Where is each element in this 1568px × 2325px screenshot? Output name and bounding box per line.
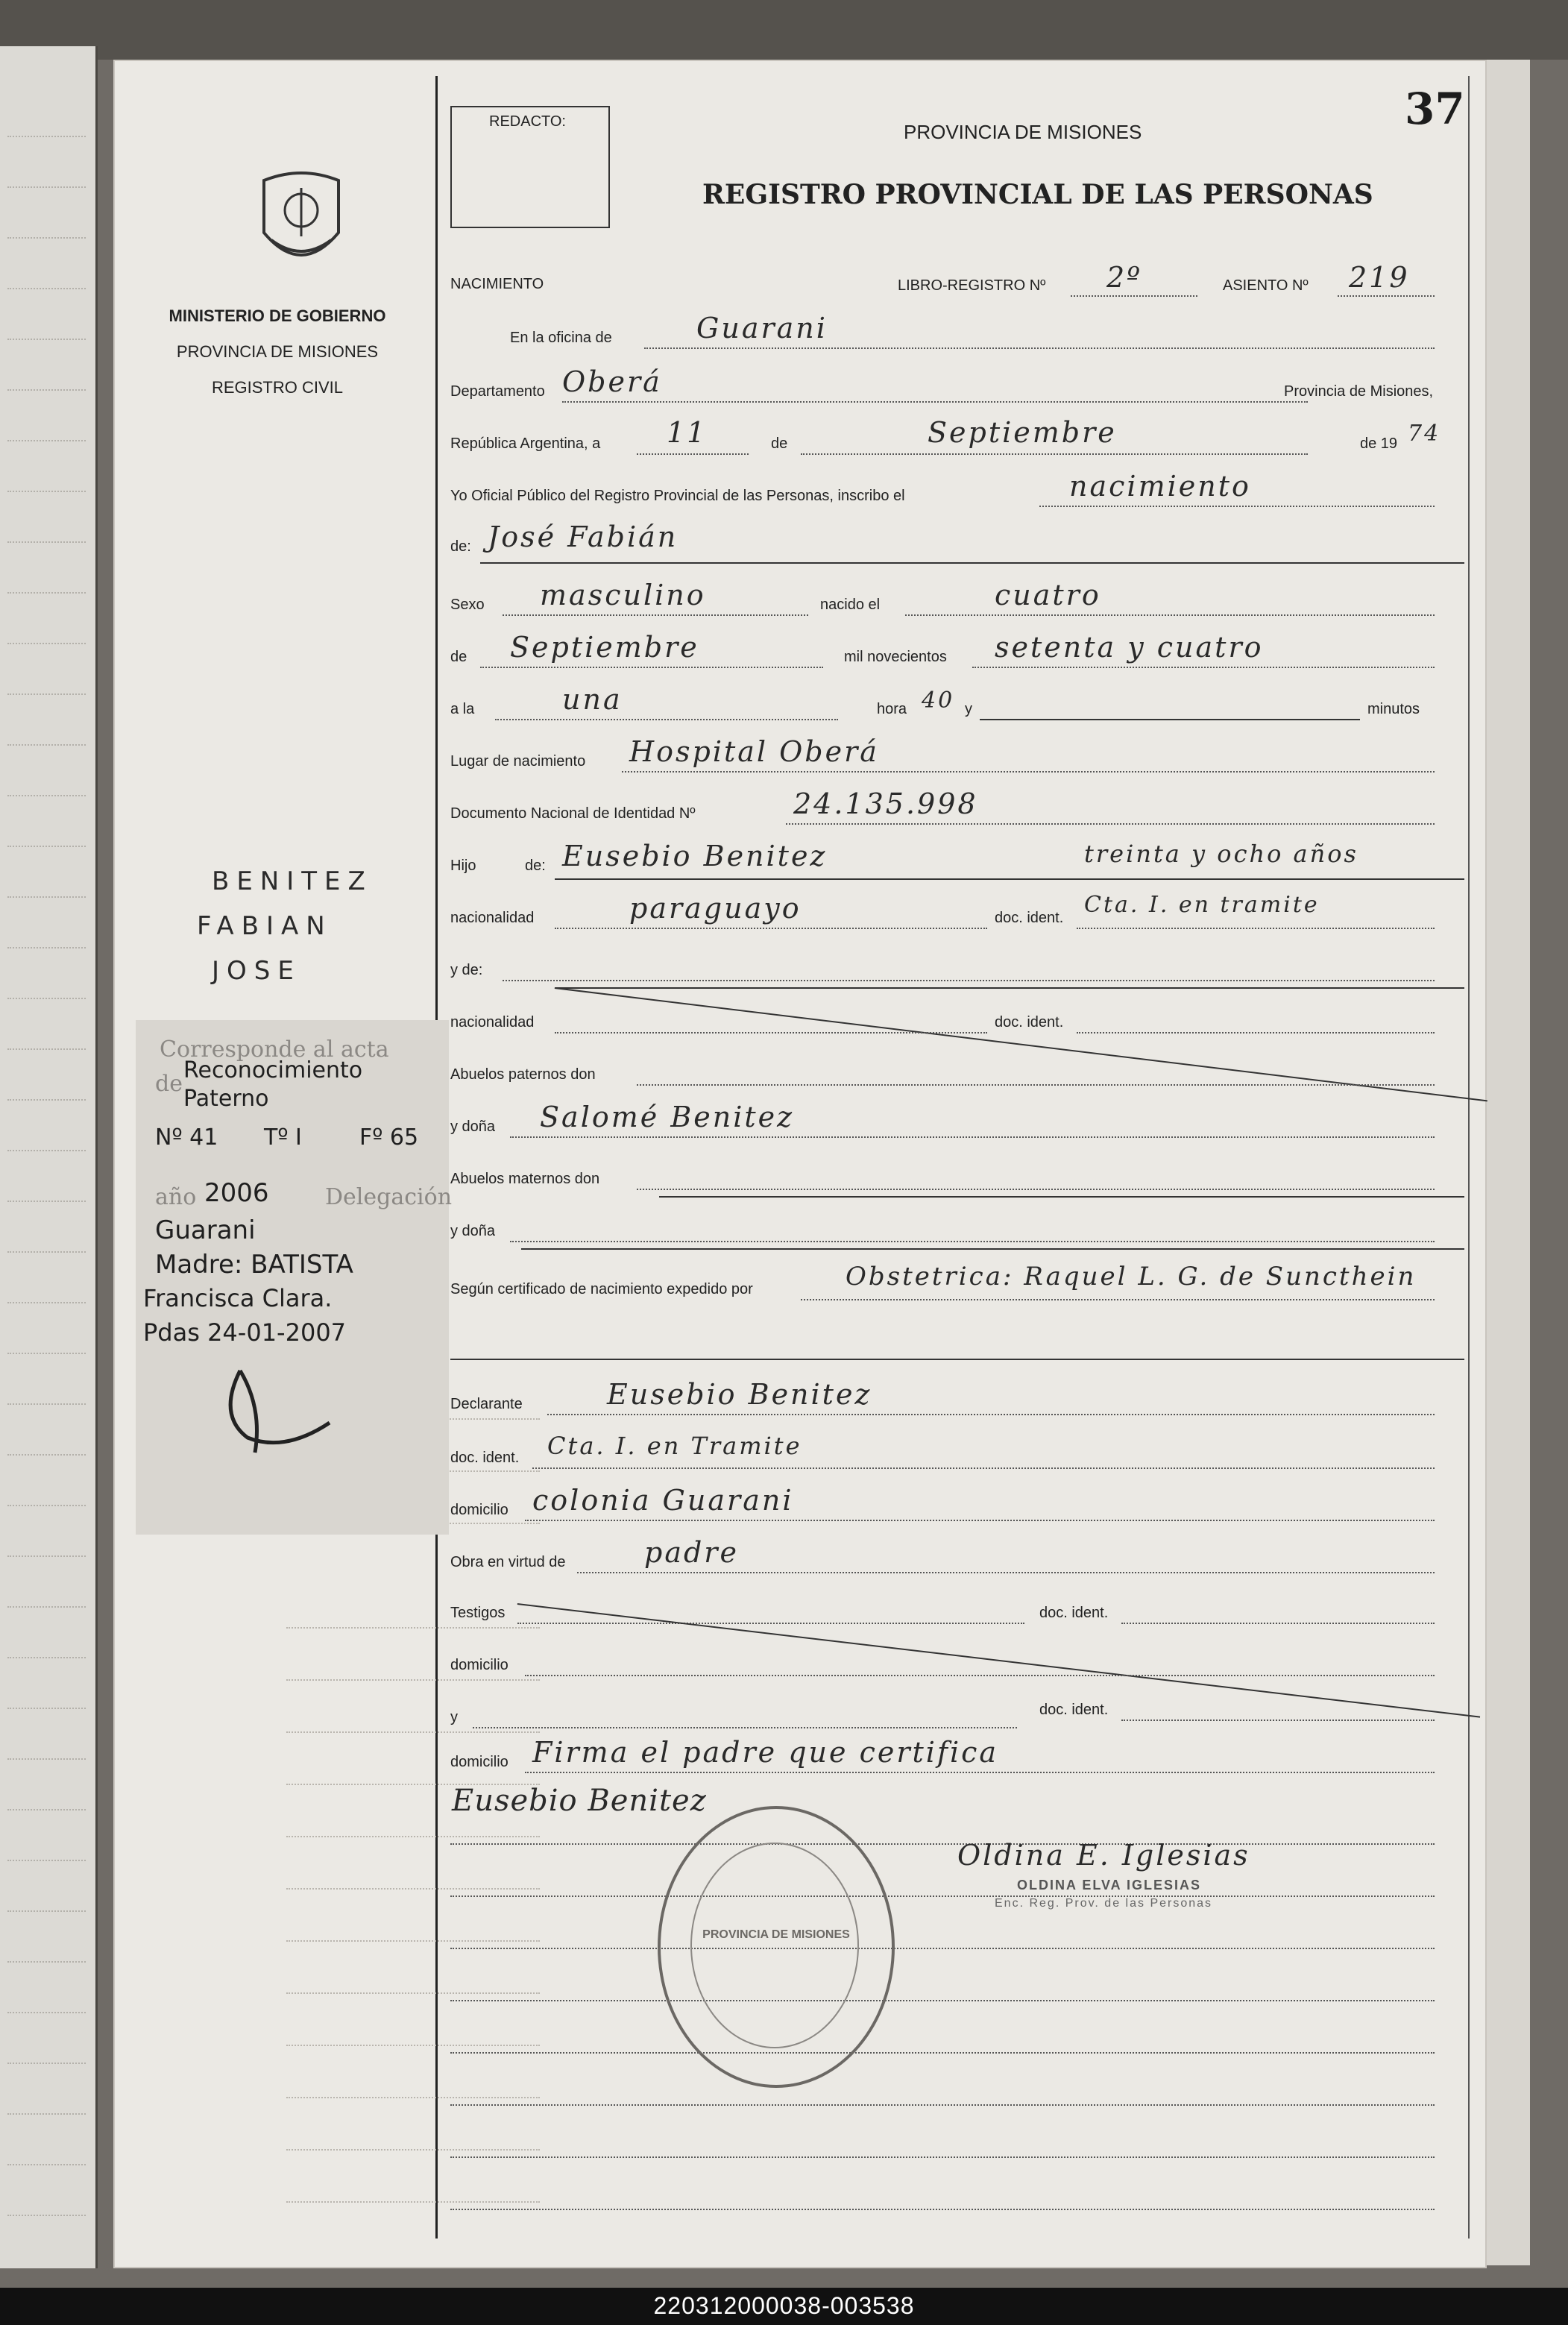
- ruled-line: [450, 2104, 1435, 2106]
- asiento-value: 219: [1349, 261, 1410, 294]
- dni-line: [786, 823, 1435, 825]
- docident2-label: doc. ident.: [995, 1014, 1064, 1031]
- seal-inner-ring: [690, 1843, 859, 2048]
- registry-title: REGISTRO PROVINCIAL DE LAS PERSONAS: [702, 179, 1373, 210]
- ydona2-strike: [521, 1248, 1464, 1250]
- domicilio-t1-line: [525, 1675, 1435, 1676]
- nacionalidad-value: paraguayo: [629, 892, 802, 925]
- left-page-ruled-line: [7, 2012, 86, 2013]
- departamento-label: Departamento: [450, 383, 545, 400]
- annotation-madre2: Francisca Clara.: [143, 1284, 333, 1312]
- mes-line: [801, 453, 1308, 455]
- y-label: y: [965, 701, 972, 717]
- de2-label: de: [450, 649, 467, 665]
- provincia-label: Provincia de Misiones,: [1284, 383, 1434, 400]
- left-page-ruled-line: [7, 1555, 86, 1557]
- margin-annotation: [136, 1020, 453, 1535]
- left-page-ruled-line: [7, 1606, 86, 1608]
- left-page-ruled-line: [7, 795, 86, 796]
- hora-value: 40: [922, 688, 955, 714]
- left-page-ruled-line: [7, 1860, 86, 1861]
- ruled-line: [450, 2209, 1435, 2210]
- left-page-ruled-line: [7, 2113, 86, 2115]
- oficial-line: [1039, 506, 1435, 507]
- left-page-ruled-line: [7, 2215, 86, 2216]
- docident-value: Cta. I. en tramite: [1084, 892, 1320, 918]
- left-page-ruled-line: [7, 440, 86, 441]
- hijo-label: Hijo: [450, 858, 476, 874]
- padre-line: [555, 878, 1464, 880]
- left-page-ruled-line: [7, 2164, 86, 2165]
- annotation-lugar: Guarani: [155, 1215, 256, 1245]
- doc-t1-label: doc. ident.: [1039, 1605, 1109, 1621]
- abuelos-p-label: Abuelos paternos don: [450, 1066, 596, 1083]
- footer-code: 220312000038-003538: [653, 2292, 915, 2319]
- right-rule: [1468, 76, 1470, 2239]
- left-page-ruled-line: [7, 1708, 86, 1709]
- official-stamp-name: OLDINA ELVA IGLESIAS: [1017, 1878, 1202, 1893]
- sexo-label: Sexo: [450, 597, 485, 613]
- coat-of-arms-icon: [249, 166, 353, 281]
- dia-line: [637, 453, 749, 455]
- left-page-ruled-line: [7, 592, 86, 594]
- abuelos-m-strike: [659, 1196, 1464, 1198]
- padre-edad: treinta y ocho años: [1084, 840, 1358, 868]
- minutos-line: [980, 719, 1360, 720]
- departamento-line: [562, 401, 1308, 403]
- left-page-ruled-line: [7, 136, 86, 137]
- annotation-delegacion: Delegación: [325, 1184, 453, 1210]
- left-page-ruled-line: [7, 1251, 86, 1253]
- margin-surname: BENITEZ: [212, 866, 373, 896]
- segun-value: Obstetrica: Raquel L. G. de Suncthein: [846, 1262, 1417, 1292]
- left-page-ruled-line: [7, 491, 86, 492]
- margin-ruled-line: [286, 1836, 540, 1837]
- asiento-line: [1338, 295, 1435, 297]
- left-page-ruled-line: [7, 1150, 86, 1151]
- departamento-value: Oberá: [562, 365, 662, 398]
- domicilio-t2-label: domicilio: [450, 1754, 509, 1770]
- ruled-line: [450, 1843, 1435, 1845]
- segun-second-line: [450, 1359, 1464, 1360]
- doc-t2-line: [1121, 1720, 1435, 1721]
- nacionalidad2-line: [555, 1032, 987, 1033]
- milnov-line: [972, 667, 1435, 668]
- segun-line: [801, 1299, 1435, 1300]
- doc-decl-label: doc. ident.: [450, 1450, 520, 1466]
- left-page-ruled-line: [7, 947, 86, 948]
- declarante-label: Declarante: [450, 1396, 523, 1412]
- lugar-value: Hospital Oberá: [629, 735, 879, 768]
- ruled-line: [450, 2052, 1435, 2054]
- ala-label: a la: [450, 701, 475, 717]
- republica-label: República Argentina, a: [450, 435, 601, 452]
- signature-right: Oldina E. Iglesias: [957, 1839, 1250, 1872]
- milnov-label: mil novecientos: [844, 649, 947, 665]
- margin-ruled-line: [286, 1992, 540, 1994]
- left-page-ruled-line: [7, 744, 86, 746]
- page-edge: [1484, 60, 1530, 2265]
- sexo-value: masculino: [540, 579, 706, 611]
- dni-value: 24.135.998: [793, 787, 978, 820]
- anio-value: 74: [1408, 421, 1441, 447]
- ruled-line: [450, 2000, 1435, 2001]
- annotation-madre: Madre: BATISTA: [155, 1250, 353, 1280]
- abuela-p-value: Salomé Benitez: [540, 1101, 795, 1133]
- testigos-line: [517, 1623, 1024, 1624]
- left-page-ruled-line: [7, 1048, 86, 1050]
- padre-value: Eusebio Benitez: [562, 840, 828, 872]
- left-page-ruled-line: [7, 1758, 86, 1760]
- redacto-box: [450, 106, 610, 228]
- testigos-label: Testigos: [450, 1605, 506, 1621]
- milnov-value: setenta y cuatro: [995, 631, 1264, 664]
- nacionalidad-label: nacionalidad: [450, 910, 535, 926]
- de-anio-label: de 19: [1360, 435, 1398, 452]
- annotation-f: Fº 65: [359, 1124, 419, 1151]
- declarante-line: [547, 1414, 1435, 1415]
- left-page-ruled-line: [7, 1099, 86, 1101]
- hijo-de-label: de:: [525, 858, 546, 874]
- margin-ruled-line: [286, 1784, 540, 1785]
- domicilio-t2-line: [525, 1772, 1435, 1773]
- redacto-label: REDACTO:: [489, 113, 566, 130]
- docident-line: [1077, 928, 1435, 929]
- annotation-anio: 2006: [204, 1178, 269, 1208]
- asiento-label: ASIENTO Nº: [1223, 277, 1309, 294]
- obra-label: Obra en virtud de: [450, 1554, 566, 1570]
- mes2-line: [480, 667, 823, 668]
- left-page-ruled-line: [7, 541, 86, 543]
- oficial-value: nacimiento: [1069, 470, 1251, 503]
- registry-seal: [658, 1806, 895, 2088]
- ydona2-line: [510, 1241, 1435, 1242]
- left-page-ruled-line: [7, 1961, 86, 1963]
- left-page-ruled-line: [7, 643, 86, 644]
- libro-label: LIBRO-REGISTRO Nº: [898, 277, 1046, 294]
- margin-ruled-line: [286, 2149, 540, 2151]
- left-page-ruled-line: [7, 288, 86, 289]
- ydona1-line: [510, 1136, 1435, 1138]
- left-page-ruled-line: [7, 1809, 86, 1810]
- left-page-ruled-line: [7, 896, 86, 898]
- ministry-block: [121, 298, 434, 406]
- margin-ruled-line: [286, 2201, 540, 2203]
- oficina-value: Guarani: [696, 312, 828, 344]
- annotation-hw-2: Paterno: [183, 1086, 269, 1112]
- annotation-printed-1: Corresponde al acta: [160, 1036, 389, 1063]
- y-t-line: [473, 1727, 1017, 1728]
- margin-ruled-line: [286, 1627, 540, 1629]
- background-top: [0, 0, 1568, 60]
- margin-ruled-line: [286, 1940, 540, 1942]
- y-t-label: y: [450, 1709, 458, 1725]
- annotation-t: Tº I: [264, 1124, 302, 1151]
- left-page-ruled-line: [7, 1201, 86, 1202]
- libro-value: 2º: [1106, 261, 1143, 294]
- left-page-ruled-line: [7, 1910, 86, 1912]
- left-page-ruled-line: [7, 1454, 86, 1456]
- abuelos-m-line: [637, 1189, 1435, 1190]
- ydona1-label: y doña: [450, 1119, 496, 1135]
- domicilio-label: domicilio: [450, 1502, 509, 1518]
- domicilio-line: [525, 1520, 1435, 1521]
- margin-given1: FABIAN: [197, 911, 333, 941]
- minutos-label: minutos: [1367, 701, 1420, 717]
- official-stamp-title: Enc. Reg. Prov. de las Personas: [995, 1897, 1213, 1910]
- sexo-line: [503, 614, 808, 616]
- oficina-label: En la oficina de: [510, 330, 612, 346]
- nombre-line: [480, 562, 1464, 564]
- margin-ruled-line: [286, 1731, 540, 1733]
- left-page-ruled-line: [7, 389, 86, 391]
- ruled-line: [450, 1948, 1435, 1949]
- signature-left: Eusebio Benitez: [452, 1784, 707, 1818]
- margin-ruled-line: [286, 1679, 540, 1681]
- docident-label: doc. ident.: [995, 910, 1064, 926]
- left-page-ruled-line: [7, 237, 86, 239]
- ala-line: [495, 719, 838, 720]
- oficina-line: [644, 347, 1435, 349]
- nombre-value: José Fabián: [488, 520, 678, 553]
- lugar-label: Lugar de nacimiento: [450, 753, 586, 770]
- left-page-ruled-line: [7, 998, 86, 999]
- left-page-ruled-line: [7, 846, 86, 847]
- margin-ruled-line: [286, 2097, 540, 2098]
- doc-t1-line: [1121, 1623, 1435, 1624]
- dni-label: Documento Nacional de Identidad Nº: [450, 805, 696, 822]
- libro-line: [1071, 295, 1197, 297]
- declarante-value: Eusebio Benitez: [607, 1378, 872, 1411]
- ydona2-label: y doña: [450, 1223, 496, 1239]
- ministry-line3: REGISTRO CIVIL: [211, 378, 344, 397]
- annotation-no: Nº 41: [155, 1124, 218, 1151]
- left-page-ruled-line: [7, 1353, 86, 1354]
- left-page-ruled-line: [7, 2063, 86, 2064]
- margin-ruled-line: [286, 1888, 540, 1890]
- yde-solid: [555, 987, 1464, 989]
- nacido-value: cuatro: [995, 579, 1101, 611]
- nacionalidad2-label: nacionalidad: [450, 1014, 535, 1031]
- de-label: de: [771, 435, 788, 452]
- abuelos-p-line: [637, 1084, 1435, 1086]
- doc-decl-line: [532, 1467, 1435, 1469]
- domicilio-value: colonia Guarani: [532, 1484, 794, 1517]
- yde-label: y de:: [450, 962, 483, 978]
- de-nombre-label: de:: [450, 538, 471, 555]
- oficial-label: Yo Oficial Público del Registro Provincial de las Personas, inscribo el: [450, 488, 905, 504]
- nacido-label: nacido el: [820, 597, 881, 613]
- obra-value: padre: [644, 1536, 739, 1569]
- annotation-fecha: Pdas 24-01-2007: [143, 1318, 347, 1347]
- annotation-hw-1: Reconocimiento: [183, 1057, 363, 1083]
- nacionalidad-line: [555, 928, 987, 929]
- margin-ruled-line: [286, 2045, 540, 2046]
- annotation-signature-icon: [195, 1356, 344, 1460]
- doc-t2-label: doc. ident.: [1039, 1702, 1109, 1718]
- annotation-printed-de: de: [155, 1071, 183, 1097]
- margin-given2: JOSE: [212, 956, 301, 986]
- ruled-line: [450, 2156, 1435, 2158]
- segun-label: Según certificado de nacimiento expedido por: [450, 1281, 753, 1297]
- mes-value: Septiembre: [928, 416, 1117, 449]
- left-page-ruled-line: [7, 186, 86, 188]
- left-page-ruled-line: [7, 1505, 86, 1506]
- domicilio-t1-label: domicilio: [450, 1657, 509, 1673]
- doc-decl-value: Cta. I. en Tramite: [547, 1432, 802, 1460]
- page-number: 37: [1405, 84, 1465, 134]
- left-page-ruled-line: [7, 1403, 86, 1405]
- province-header: PROVINCIA DE MISIONES: [904, 121, 1142, 143]
- docident2-line: [1077, 1032, 1435, 1033]
- ruled-line: [450, 1895, 1435, 1897]
- hora-label: hora: [877, 701, 907, 717]
- left-page-ruled-line: [7, 339, 86, 340]
- left-page-ruled-line: [7, 693, 86, 695]
- firma-value: Firma el padre que certifica: [532, 1736, 999, 1769]
- ministry-line2: PROVINCIA DE MISIONES: [176, 342, 379, 361]
- left-facing-page: [0, 46, 98, 2268]
- ala-value: una: [562, 683, 623, 716]
- ministry-line1: MINISTERIO DE GOBIERNO: [169, 306, 386, 325]
- nacido-line: [905, 614, 1435, 616]
- lugar-line: [622, 771, 1435, 773]
- left-page-ruled-line: [7, 1657, 86, 1658]
- footer-strip: [0, 2288, 1568, 2325]
- annotation-anio-label: año: [155, 1184, 197, 1210]
- abuelos-m-label: Abuelos maternos don: [450, 1171, 600, 1187]
- mes2-value: Septiembre: [510, 631, 699, 664]
- nacimiento-label: NACIMIENTO: [450, 276, 544, 292]
- strike-line-testigos: [517, 1603, 1480, 1718]
- obra-line: [577, 1572, 1435, 1573]
- yde-line: [503, 980, 1435, 981]
- left-page-ruled-line: [7, 1302, 86, 1303]
- dia-value: 11: [667, 416, 708, 449]
- seal-text: PROVINCIA DE MISIONES: [702, 1928, 850, 1941]
